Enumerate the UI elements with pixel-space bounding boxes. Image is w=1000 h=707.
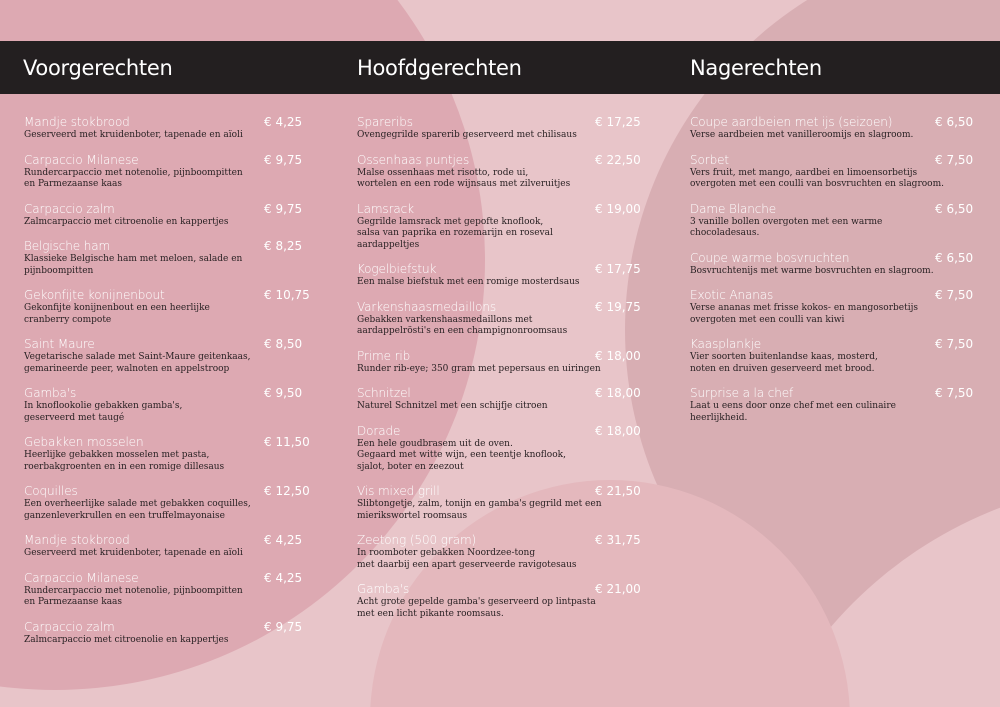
menu-item-price: € 9,75 xyxy=(264,152,303,167)
menu-item-price: € 4,25 xyxy=(264,115,303,129)
menu-item-price: € 11,50 xyxy=(264,435,310,449)
description-line: Verse ananas met frisse kokos- en mangosorbetijs xyxy=(690,303,919,313)
menu-item-name: Coupe aardbeien met ijs (seizoen) xyxy=(690,115,893,129)
description-line: Gebakken varkenshaasmedaillons met xyxy=(357,314,533,325)
menu-item-name: Lamsrack xyxy=(357,201,415,216)
column-nagerechten xyxy=(690,115,990,435)
description-line: Gegrilde lamsrack met gepofte knoflook, xyxy=(357,216,544,227)
menu-item-description xyxy=(24,303,324,326)
menu-item xyxy=(24,571,324,609)
description-line: pijnboompitten xyxy=(24,265,94,276)
menu-item-price: € 21,00 xyxy=(595,582,641,596)
menu-item-price: € 18,00 xyxy=(595,348,641,363)
menu-item-price: € 7,50 xyxy=(935,337,974,351)
description-line: en Parmezaanse kaas xyxy=(24,597,123,607)
description-line: Klassieke Belgische ham met meloen, salade en xyxy=(24,254,243,264)
description-line: mierikswortel roomsaus xyxy=(357,510,468,521)
menu-item-description xyxy=(24,168,324,191)
menu-item-name: Exotic Ananas xyxy=(690,288,774,302)
menu-item-name: Spareribs xyxy=(357,115,413,129)
menu-item xyxy=(24,484,324,522)
menu-item-name: Carpaccio Milanese xyxy=(24,570,139,585)
menu-item xyxy=(24,239,324,277)
menu-item-price: € 17,25 xyxy=(595,115,641,129)
menu-item-description xyxy=(690,352,990,375)
menu-item xyxy=(24,337,324,375)
description-line: Zalmcarpaccio met citroenolie en kappertjes xyxy=(24,634,229,645)
menu-item-price: € 17,75 xyxy=(595,262,641,276)
menu-item xyxy=(24,386,324,424)
menu-item xyxy=(690,153,990,191)
menu-item xyxy=(24,115,324,142)
menu-item-description xyxy=(357,130,657,142)
description-line: en Parmezaanse kaas xyxy=(24,179,123,189)
menu-item-description xyxy=(690,303,990,326)
menu-item-description xyxy=(24,450,324,473)
description-line: Gekonfijte konijnenbout en een heerlijke xyxy=(24,303,210,313)
description-line: overgoten met een coulli van bosvruchten en slagroom. xyxy=(690,179,944,189)
menu-item-price: € 9,75 xyxy=(264,619,303,634)
menu-item-price: € 31,75 xyxy=(595,533,641,547)
menu-item-name: Surprise a la chef xyxy=(690,386,794,400)
menu-item-description xyxy=(24,499,324,522)
menu-item-price: € 9,75 xyxy=(264,201,303,216)
menu-item-name: Sorbet xyxy=(690,152,729,167)
menu-item-price: € 18,00 xyxy=(595,423,641,438)
menu-item-price: € 9,50 xyxy=(264,386,303,400)
column-voorgerechten xyxy=(24,115,324,657)
menu-item-description xyxy=(357,597,657,620)
description-line: Runder rib-eye; 350 gram met pepersaus en uiringen xyxy=(357,363,601,374)
menu-item xyxy=(690,202,990,240)
menu-item-price: € 4,25 xyxy=(264,570,303,585)
menu-item-description xyxy=(24,254,324,277)
menu-item-name: Schnitzel xyxy=(357,386,411,400)
menu-item xyxy=(357,582,657,620)
menu-item-description xyxy=(24,635,324,647)
menu-item-description xyxy=(357,315,657,338)
menu-item xyxy=(24,202,324,229)
menu-item-price: € 10,75 xyxy=(264,288,310,302)
menu-item-price: € 6,50 xyxy=(935,250,974,265)
menu-item xyxy=(24,533,324,560)
menu-item-name: Coupe warme bosvruchten xyxy=(690,250,850,265)
description-line: cranberry compote xyxy=(24,314,112,325)
menu-item-name: Varkenshaasmedaillons xyxy=(357,299,497,314)
description-line: Slibtongetje, zalm, tonijn en gamba's gegrild met een xyxy=(357,499,602,509)
menu-item-description xyxy=(24,586,324,609)
description-line: 3 vanille bollen overgoten met een warme xyxy=(690,216,883,227)
menu-item-description xyxy=(24,401,324,424)
description-line: Geserveerd met kruidenboter, tapenade en aïoli xyxy=(24,548,243,558)
menu-item xyxy=(357,115,657,142)
menu-item-name: Carpaccio Milanese xyxy=(24,152,139,167)
menu-item xyxy=(357,533,657,571)
description-line: Ovengegrilde sparerib geserveerd met chilisaus xyxy=(357,130,577,140)
menu-item xyxy=(357,153,657,191)
menu-item xyxy=(357,262,657,289)
menu-item-name: Carpaccio zalm xyxy=(24,201,115,216)
menu-item-name: Carpaccio zalm xyxy=(24,619,115,634)
menu-item xyxy=(24,153,324,191)
menu-item-price: € 19,75 xyxy=(595,299,641,314)
menu-item-name: Vis mixed grill xyxy=(357,484,440,498)
description-line: Een overheerlijke salade met gebakken coquilles, xyxy=(24,499,251,509)
menu-item-description xyxy=(24,352,324,375)
menu-item xyxy=(24,288,324,326)
menu-item-description xyxy=(24,217,324,229)
menu-item-name: Coquilles xyxy=(24,484,78,498)
menu-item-price: € 18,00 xyxy=(595,386,641,400)
menu-item xyxy=(357,484,657,522)
description-line: Heerlijke gebakken mosselen met pasta, xyxy=(24,450,210,460)
menu-item-price: € 7,50 xyxy=(935,152,974,167)
description-line: Laat u eens door onze chef met een culinaire xyxy=(690,401,896,411)
menu-item xyxy=(690,251,990,278)
menu-item-name: Kogelbiefstuk xyxy=(357,262,437,276)
description-line: In roomboter gebakken Noordzee-tong xyxy=(357,548,536,558)
menu-item-description xyxy=(357,401,657,413)
menu-item-price: € 4,25 xyxy=(264,533,303,547)
menu-item-name: Gamba's xyxy=(357,582,410,596)
menu-item xyxy=(690,115,990,142)
menu-item xyxy=(24,620,324,647)
menu-item-description xyxy=(690,266,990,278)
description-line: noten en druiven geserveerd met brood. xyxy=(690,363,875,374)
column-hoofdgerechten xyxy=(357,115,657,631)
menu-item-description xyxy=(690,217,990,240)
description-line: ganzenleverkrullen en een truffelmayonaise xyxy=(24,510,225,521)
menu-item xyxy=(357,300,657,338)
menu-item xyxy=(690,288,990,326)
menu-item-name: Dorade xyxy=(357,423,401,438)
description-line: In knoflookolie gebakken gamba's, xyxy=(24,401,183,411)
description-line: geserveerd met taugé xyxy=(24,412,125,423)
menu-item-price: € 19,00 xyxy=(595,201,641,216)
menu-item-name: Prime rib xyxy=(357,348,411,363)
description-line: Een hele goudbrasem uit de oven. xyxy=(357,438,513,449)
menu-item-price: € 21,50 xyxy=(595,484,641,498)
menu-item-description xyxy=(357,277,657,289)
description-line: heerlijkheid. xyxy=(690,412,748,423)
menu-item-price: € 8,50 xyxy=(264,337,303,351)
description-line: salsa van paprika en rozemarijn en roseval xyxy=(357,228,553,238)
description-line: Bosvruchtenijs met warme bosvruchten en slagroom. xyxy=(690,265,934,276)
menu-item-name: Ossenhaas puntjes xyxy=(357,152,470,167)
description-line: Geserveerd met kruidenboter, tapenade en aïoli xyxy=(24,130,243,140)
description-line: Zalmcarpaccio met citroenolie en kappertjes xyxy=(24,216,229,227)
menu-item-price: € 8,25 xyxy=(264,239,303,253)
menu-item-price: € 6,50 xyxy=(935,201,974,216)
menu-item xyxy=(357,349,657,376)
menu-item-name: Gebakken mosselen xyxy=(24,435,144,449)
menu-item xyxy=(357,424,657,474)
description-line: aardappeltjes xyxy=(357,239,420,250)
menu-item-price: € 12,50 xyxy=(264,484,310,498)
menu-item-description xyxy=(357,168,657,191)
menu-item-price: € 7,50 xyxy=(935,288,974,302)
description-line: gemarineerde peer, walnoten en appelstroop xyxy=(24,363,230,374)
menu-item-description xyxy=(357,548,657,571)
description-line: roerbakgroenten en in een romige dillesaus xyxy=(24,461,225,472)
description-line: Acht grote gepelde gamba's geserveerd op lintpasta xyxy=(357,597,596,607)
menu-item-name: Mandje stokbrood xyxy=(24,533,130,547)
menu-item-description xyxy=(357,364,657,376)
menu-item-name: Gekonfijte konijnenbout xyxy=(24,288,165,302)
menu-item-name: Gamba's xyxy=(24,386,77,400)
description-line: met een licht pikante roomsaus. xyxy=(357,608,504,619)
description-line: Gegaard met witte wijn, een teentje knoflook, xyxy=(357,450,566,460)
menu-item-description xyxy=(357,499,657,522)
description-line: Malse ossenhaas met risotto, rode ui, xyxy=(357,167,529,178)
menu-item-description xyxy=(690,401,990,424)
description-line: chocoladesaus. xyxy=(690,228,760,238)
description-line: Rundercarpaccio met notenolie, pijnboompitten xyxy=(24,167,243,178)
column-title-hoofdgerechten: Hoofdgerechten xyxy=(357,56,522,80)
description-line: Verse aardbeien met vanilleroomijs en slagroom. xyxy=(690,130,914,140)
menu-item-name: Zeetong (500 gram) xyxy=(357,533,477,547)
menu-item-name: Kaasplankje xyxy=(690,337,762,351)
column-title-nagerechten: Nagerechten xyxy=(690,56,822,80)
menu-item xyxy=(690,337,990,375)
menu-item-name: Belgische ham xyxy=(24,239,111,253)
description-line: Vegetarische salade met Saint-Maure geitenkaas, xyxy=(24,352,251,362)
description-line: Rundercarpaccio met notenolie, pijnboompitten xyxy=(24,585,243,596)
description-line: Een malse biefstuk met een romige mosterdsaus xyxy=(357,277,580,287)
description-line: Naturel Schnitzel met een schijfje citroen xyxy=(357,401,548,411)
menu-item-description xyxy=(24,130,324,142)
menu-item-price: € 22,50 xyxy=(595,152,641,167)
menu-item-price: € 7,50 xyxy=(935,386,974,400)
menu-item xyxy=(24,435,324,473)
description-line: wortelen en een rode wijnsaus met zilveruitjes xyxy=(357,179,571,189)
menu-item-name: Dame Blanche xyxy=(690,201,777,216)
menu-item xyxy=(357,202,657,252)
menu-item xyxy=(690,386,990,424)
menu-item-description xyxy=(690,168,990,191)
menu-item-price: € 6,50 xyxy=(935,115,974,129)
menu-item xyxy=(357,386,657,413)
menu-item-name: Saint Maure xyxy=(24,337,95,351)
menu-item-description xyxy=(357,217,657,252)
description-line: Vier soorten buitenlandse kaas, mosterd, xyxy=(690,352,878,362)
description-line: sjalot, boter en zeezout xyxy=(357,461,464,472)
description-line: met daarbij een apart geserveerde ravigotesaus xyxy=(357,559,577,570)
menu-item-name: Mandje stokbrood xyxy=(24,115,130,129)
menu-item-description xyxy=(24,548,324,560)
column-title-voorgerechten: Voorgerechten xyxy=(23,56,173,80)
description-line: Vers fruit, met mango, aardbei en limoensorbetijs xyxy=(690,167,918,178)
description-line: aardappelrösti's en een champignonroomsaus xyxy=(357,326,568,336)
menu-item-description xyxy=(690,130,990,142)
description-line: overgoten met een coulli van kiwi xyxy=(690,314,845,325)
menu-item-description xyxy=(357,439,657,474)
